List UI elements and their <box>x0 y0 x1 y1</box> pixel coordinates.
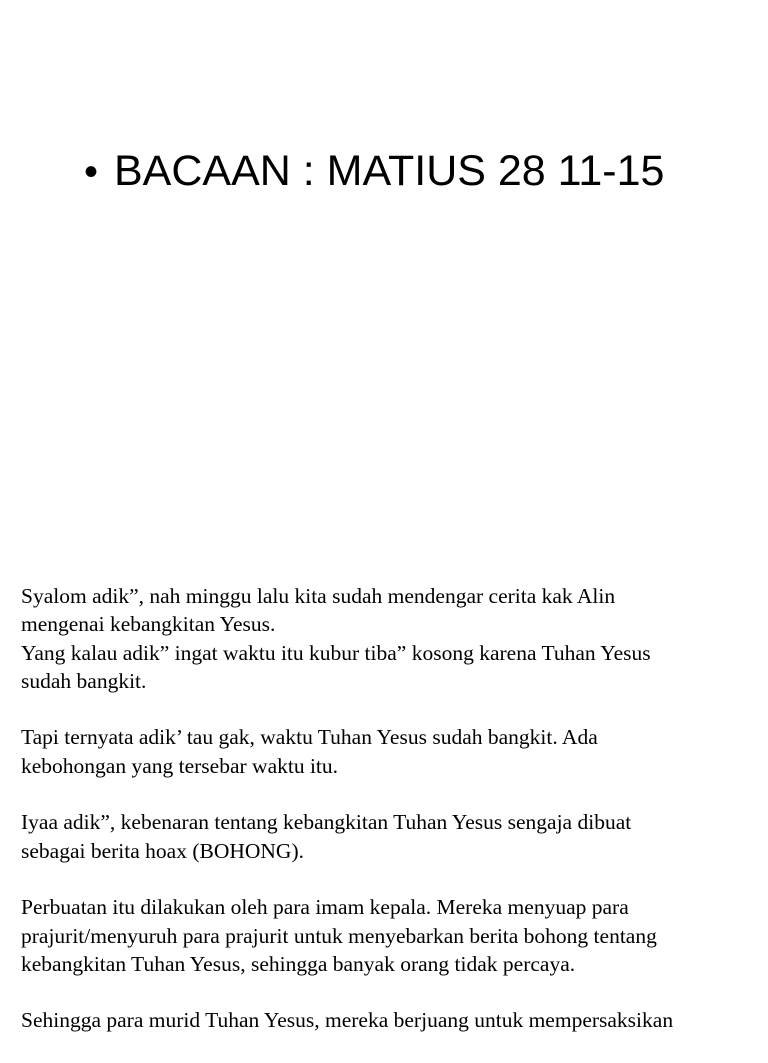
title-text: BACAAN : MATIUS 28 11-15 <box>114 147 665 195</box>
slide-title <box>84 148 664 195</box>
notes-line: Sehingga para murid Tuhan Yesus, mereka berjuang untuk mempersaksikan <box>21 1008 674 1033</box>
notes-line: mengenai kebangkitan Yesus. <box>21 612 276 637</box>
notes-line: Iyaa adik”, kebenaran tentang kebangkitan Tuhan Yesus sengaja dibuat <box>21 810 632 835</box>
notes-line: Syalom adik”, nah minggu lalu kita sudah mendengar cerita kak Alin <box>21 584 616 608</box>
notes-line: sebagai berita hoax (BOHONG). <box>21 838 304 863</box>
speaker-notes <box>21 582 753 1063</box>
notes-line: kebohongan yang tersebar waktu itu. <box>21 753 339 778</box>
notes-paragraph-5 <box>21 1006 753 1034</box>
notes-line: Yang kalau adik” ingat waktu itu kubur tiba” kosong karena Tuhan Yesus <box>21 640 651 665</box>
notes-line: prajurit/menyuruh para prajurit untuk menyebarkan berita bohong tentang <box>21 923 657 948</box>
notes-line: Perbuatan itu dilakukan oleh para imam kepala. Mereka menyuap para <box>21 895 629 920</box>
notes-line: kebangkitan Tuhan Yesus, sehingga banyak orang tidak percaya. <box>21 951 576 976</box>
notes-paragraph-4 <box>21 893 753 978</box>
notes-paragraph-3 <box>21 808 753 865</box>
bullet-icon: • <box>84 150 99 194</box>
notes-paragraph-2 <box>21 723 753 780</box>
notes-line: Tapi ternyata adik’ tau gak, waktu Tuhan Yesus sudah bangkit. Ada <box>21 725 598 750</box>
notes-line: sudah bangkit. <box>21 668 147 693</box>
notes-paragraph-1 <box>21 582 753 695</box>
